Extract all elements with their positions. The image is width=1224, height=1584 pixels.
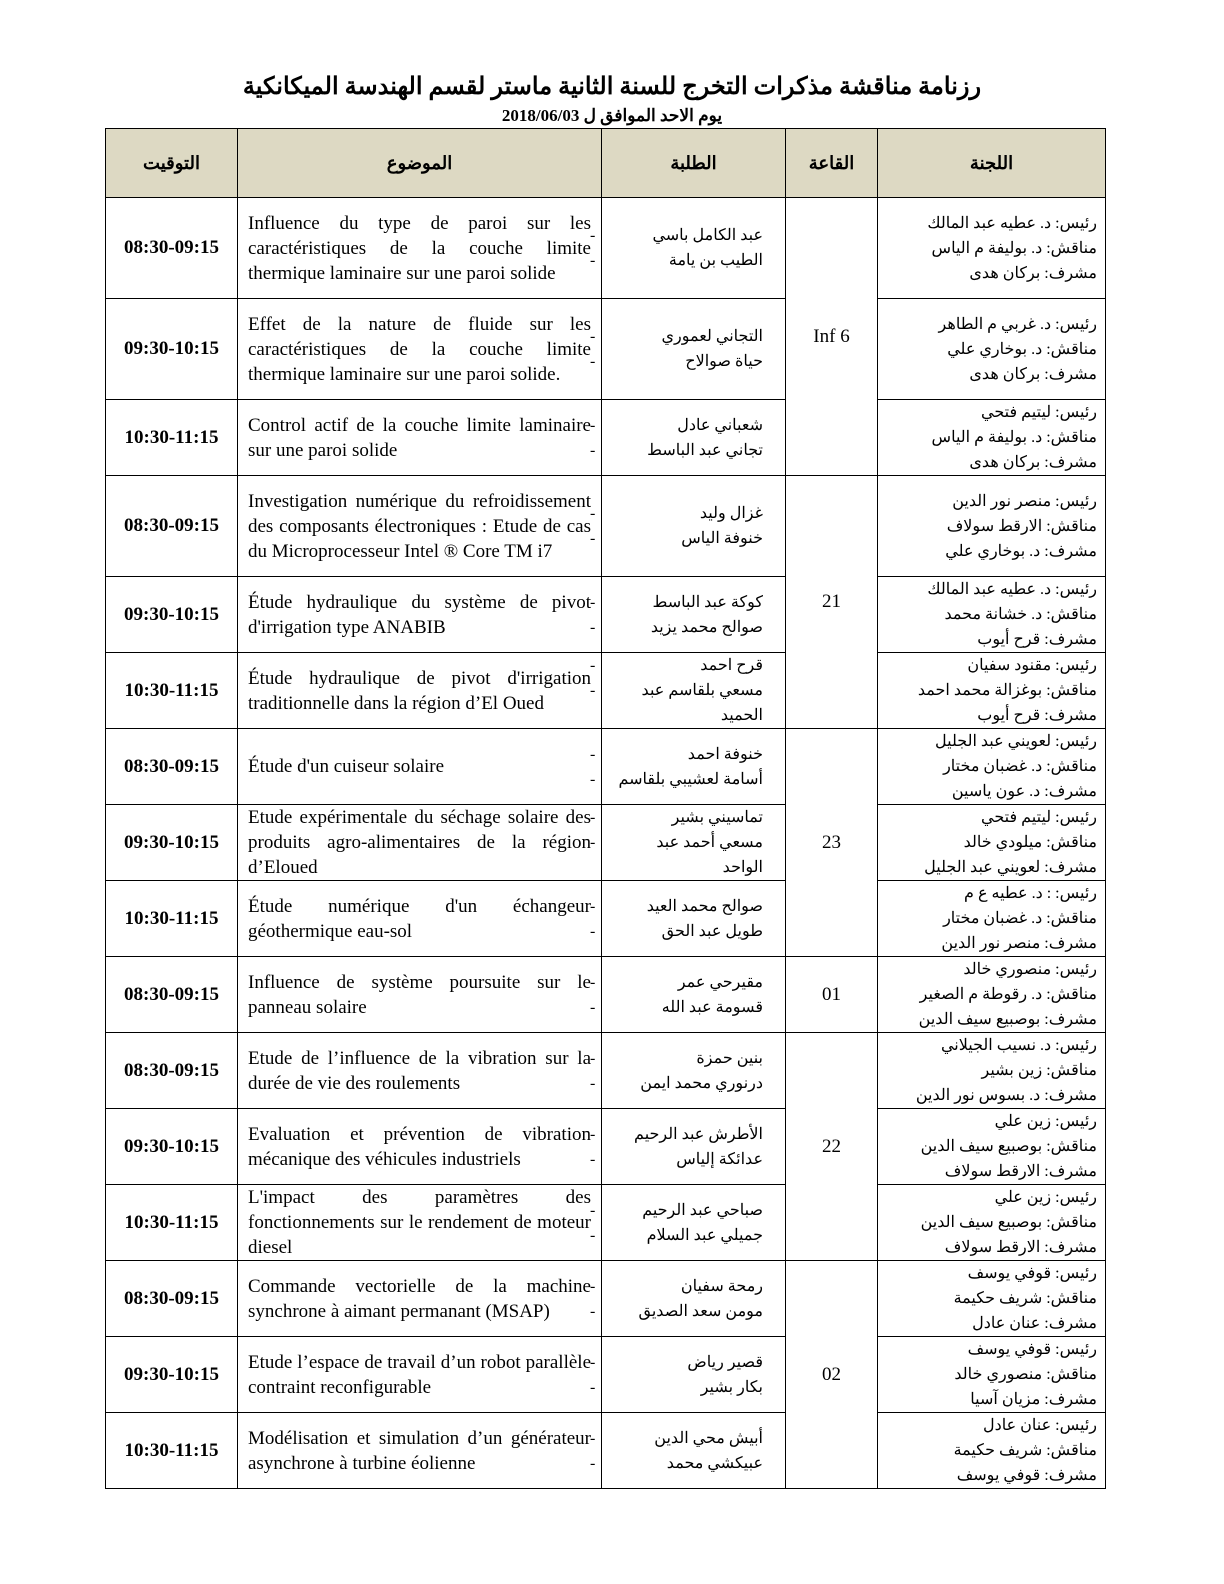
students-cell [602, 1033, 786, 1109]
committee-member: رئيس: د. غربي م الطاهر [938, 315, 1097, 333]
committee-cell [878, 805, 1106, 881]
student-name: عبيكشي محمد - [618, 1451, 777, 1476]
table-row [106, 476, 1106, 577]
students-cell [602, 805, 786, 881]
committee-member: مناقش: د. بوخاري علي [947, 340, 1097, 358]
student-name: صباحي عبد الرحيم - [618, 1198, 777, 1223]
table-row [106, 577, 1106, 653]
students-cell [602, 957, 786, 1033]
student-name: عبد الكامل باسي - [618, 223, 777, 248]
time-cell: 10:30-11:15 [106, 881, 238, 957]
subject-cell: Influence de système poursuite sur le panneau solaire [238, 957, 602, 1033]
room-cell: 21 [786, 476, 878, 729]
committee-member: رئيس: د. عطيه عبد المالك [927, 214, 1097, 232]
student-name: عدائكة إلياس - [618, 1147, 777, 1172]
header-subject: الموضوع [238, 129, 602, 198]
student-name: مقيرحي عمر - [618, 970, 777, 995]
committee-member: مشرف: قرح أيوب [977, 707, 1097, 724]
subject-cell: Étude hydraulique du système de pivot d'irrigation type ANABIB [238, 577, 602, 653]
committee-member: مناقش: منصوري خالد [954, 1366, 1097, 1383]
header-committee: اللجنة [878, 129, 1106, 198]
committee-cell [878, 1109, 1106, 1185]
committee-member: مناقش: زين بشير [981, 1062, 1097, 1079]
committee-member: مناقش: بوصبيع سيف الدين [920, 1214, 1097, 1231]
student-name: شعباني عادل - [618, 413, 777, 438]
table-row [106, 957, 1106, 1033]
committee-member: مناقش: شريف حكيمة [953, 1442, 1097, 1459]
subject-cell: Étude hydraulique de pivot d'irrigation traditionnelle dans la région d’El Oued [238, 653, 602, 729]
committee-member: رئيس: منصر نور الدين [952, 492, 1097, 510]
committee-member: رئيس: د. عطيه عبد المالك [927, 581, 1097, 598]
student-name: طويل عبد الحق - [618, 919, 777, 944]
schedule-table [105, 128, 1106, 1489]
schedule-body [106, 198, 1106, 1489]
student-name: قرح احمد - [618, 653, 777, 678]
time-cell: 08:30-09:15 [106, 476, 238, 577]
student-name: مسعي بلقاسم عبد الحميد - [618, 678, 777, 728]
committee-member: رئيس: زين علي [994, 1113, 1097, 1130]
committee-member: مشرف: منصر نور الدين [941, 935, 1097, 952]
student-name: تماسيني بشير - [618, 805, 777, 830]
committee-member: مشرف: بركان هدى [969, 264, 1097, 282]
table-row [106, 881, 1106, 957]
students-cell [602, 1413, 786, 1489]
header-room: القاعة [786, 129, 878, 198]
students-cell [602, 476, 786, 577]
student-name: قسومة عبد الله - [618, 995, 777, 1020]
subject-cell: Control actif de la couche limite laminaire sur une paroi solide [238, 400, 602, 476]
committee-cell [878, 1033, 1106, 1109]
table-row [106, 1413, 1106, 1489]
student-name: خنوفة احمد - [618, 742, 777, 767]
time-cell: 09:30-10:15 [106, 805, 238, 881]
committee-member: رئيس: منصوري خالد [963, 961, 1097, 978]
table-row [106, 1185, 1106, 1261]
table-row [106, 198, 1106, 299]
subject-cell: Commande vectorielle de la machine synchrone à aimant permanant (MSAP) [238, 1261, 602, 1337]
committee-cell [878, 198, 1106, 299]
committee-member: مشرف: د. بسوس نور الدين [915, 1087, 1097, 1104]
committee-cell [878, 1337, 1106, 1413]
committee-member: مشرف: عنان عادل [972, 1315, 1097, 1332]
committee-member: مشرف: بوصبيع سيف الدين [918, 1011, 1097, 1028]
committee-member: مشرف: الارقط سولاف [944, 1163, 1097, 1180]
subject-cell: Investigation numérique du refroidissement des composants électroniques : Etude de cas du Microprocesseur Intel ® Core TM i7 [238, 476, 602, 577]
subject-cell: Influence du type de paroi sur les caractéristiques de la couche limite thermique laminaire sur une paroi solide [238, 198, 602, 299]
committee-cell [878, 299, 1106, 400]
students-cell [602, 653, 786, 729]
subject-cell: L'impact des paramètres des fonctionnements sur le rendement de moteur diesel [238, 1185, 602, 1261]
time-cell: 08:30-09:15 [106, 729, 238, 805]
committee-member: مناقش: د. غضبان مختار [943, 910, 1097, 927]
students-cell [602, 1109, 786, 1185]
time-cell: 09:30-10:15 [106, 1109, 238, 1185]
student-name: كوكة عبد الباسط - [618, 590, 777, 615]
students-cell [602, 729, 786, 805]
committee-member: رئيس: زين علي [994, 1189, 1097, 1206]
student-name: جميلي عبد السلام - [618, 1223, 777, 1248]
table-row [106, 805, 1106, 881]
committee-member: مناقش: الارقط سولاف [946, 517, 1097, 535]
committee-member: رئيس: مقنود سفيان [967, 657, 1097, 674]
committee-cell [878, 1413, 1106, 1489]
time-cell: 09:30-10:15 [106, 1337, 238, 1413]
student-name: التجاني لعموري - [618, 324, 777, 349]
student-name: صوالح محمد العيد - [618, 894, 777, 919]
student-name: غزال وليد - [618, 501, 777, 526]
committee-member: مناقش: د. بوليفة م الياس [931, 239, 1097, 257]
committee-member: مناقش: د. رقوطة م الصغير [919, 986, 1097, 1003]
student-name: بنين حمزة - [618, 1046, 777, 1071]
time-cell: 08:30-09:15 [106, 198, 238, 299]
subject-cell: Étude numérique d'un échangeur géothermique eau-sol [238, 881, 602, 957]
committee-cell [878, 1185, 1106, 1261]
table-row [106, 1337, 1106, 1413]
students-cell [602, 881, 786, 957]
committee-member: مشرف: الارقط سولاف [944, 1239, 1097, 1256]
student-name: مومن سعد الصديق - [618, 1299, 777, 1324]
page-subtitle: يوم الاحد الموافق ل 2018/06/03 [501, 106, 723, 125]
header-row [106, 129, 1106, 198]
committee-member: مناقش: ميلودي خالد [963, 834, 1097, 851]
committee-member: رئيس: : د. عطيه ع م [964, 885, 1097, 902]
room-cell: 01 [786, 957, 878, 1033]
committee-member: مشرف: بركان هدى [969, 454, 1097, 471]
table-row [106, 653, 1106, 729]
committee-member: رئيس: قوفي يوسف [967, 1341, 1097, 1358]
subject-cell: Etude expérimentale du séchage solaire des produits agro-alimentaires de la région d’Eloued [238, 805, 602, 881]
time-cell: 10:30-11:15 [106, 1185, 238, 1261]
committee-cell [878, 653, 1106, 729]
student-name: رمحة سفيان - [618, 1274, 777, 1299]
room-cell: 02 [786, 1261, 878, 1489]
student-name: أسامة لعشيبي بلقاسم - [618, 767, 777, 792]
time-cell: 08:30-09:15 [106, 1033, 238, 1109]
committee-cell [878, 957, 1106, 1033]
committee-member: مشرف: لعويني عبد الجليل [924, 859, 1097, 876]
student-name: مسعي أحمد عبد الواحد - [618, 830, 777, 880]
committee-member: رئيس: لعويني عبد الجليل [935, 733, 1097, 750]
student-name: أبيش محي الدين - [618, 1426, 777, 1451]
subject-cell: Étude d'un cuiseur solaire [238, 729, 602, 805]
page-title: رزنامة مناقشة مذكرات التخرج للسنة الثانية ماستر لقسم الهندسة الميكانكية [242, 74, 982, 100]
committee-member: مناقش: بوغزالة محمد احمد [917, 682, 1097, 699]
students-cell [602, 198, 786, 299]
committee-member: رئيس: ليتيم فتحي [981, 809, 1097, 826]
committee-cell [878, 476, 1106, 577]
time-cell: 10:30-11:15 [106, 1413, 238, 1489]
committee-member: مشرف: قوفي يوسف [956, 1467, 1097, 1484]
student-name: قصير رياض - [618, 1350, 777, 1375]
committee-cell [878, 729, 1106, 805]
time-cell: 10:30-11:15 [106, 400, 238, 476]
committee-member: رئيس: عنان عادل [982, 1417, 1097, 1434]
committee-member: مشرف: د. بوخاري علي [945, 542, 1097, 560]
students-cell [602, 400, 786, 476]
students-cell [602, 299, 786, 400]
committee-member: رئيس: قوفي يوسف [967, 1265, 1097, 1282]
committee-member: رئيس: ليتيم فتحي [981, 404, 1097, 421]
committee-member: مشرف: بركان هدى [969, 365, 1097, 383]
subject-cell: Modélisation et simulation d’un générateur asynchrone à turbine éolienne [238, 1413, 602, 1489]
room-cell: 23 [786, 729, 878, 957]
room-cell: 22 [786, 1033, 878, 1261]
student-name: صوالح محمد يزيد - [618, 615, 777, 640]
student-name: تجاني عبد الباسط - [618, 438, 777, 463]
table-row [106, 1261, 1106, 1337]
committee-member: مناقش: بوصبيع سيف الدين [920, 1138, 1097, 1155]
student-name: درنوري محمد ايمن - [618, 1071, 777, 1096]
committee-member: مناقش: د. بوليفة م الياس [931, 429, 1097, 446]
committee-cell [878, 1261, 1106, 1337]
students-cell [602, 1261, 786, 1337]
committee-cell [878, 400, 1106, 476]
header-students: الطلبة [602, 129, 786, 198]
header-time: التوقيت [106, 129, 238, 198]
committee-member: رئيس: د. نسيب الجيلاني [940, 1037, 1097, 1054]
time-cell: 09:30-10:15 [106, 299, 238, 400]
committee-member: مشرف: قرح أيوب [977, 631, 1097, 648]
committee-member: مناقش: شريف حكيمة [953, 1290, 1097, 1307]
time-cell: 08:30-09:15 [106, 1261, 238, 1337]
student-name: بكار بشير - [618, 1375, 777, 1400]
students-cell [602, 1185, 786, 1261]
subject-cell: Etude de l’influence de la vibration sur la durée de vie des roulements [238, 1033, 602, 1109]
table-row [106, 299, 1106, 400]
subject-cell: Etude l’espace de travail d’un robot parallèle contraint reconfigurable [238, 1337, 602, 1413]
committee-cell [878, 577, 1106, 653]
student-name: الأطرش عبد الرحيم - [618, 1122, 777, 1147]
students-cell [602, 577, 786, 653]
time-cell: 09:30-10:15 [106, 577, 238, 653]
subject-cell: Effet de la nature de fluide sur les caractéristiques de la couche limite thermique laminaire sur une paroi solide. [238, 299, 602, 400]
committee-member: مشرف: مزيان آسيا [970, 1391, 1097, 1408]
committee-member: مناقش: د. غضبان مختار [943, 758, 1097, 775]
students-cell [602, 1337, 786, 1413]
subject-cell: Evaluation et prévention de vibration mécanique des véhicules industriels [238, 1109, 602, 1185]
time-cell: 08:30-09:15 [106, 957, 238, 1033]
time-cell: 10:30-11:15 [106, 653, 238, 729]
table-row [106, 729, 1106, 805]
student-name: الطيب بن يامة - [618, 248, 777, 273]
committee-member: مشرف: د. عون ياسين [951, 783, 1097, 800]
table-row [106, 1109, 1106, 1185]
table-row [106, 400, 1106, 476]
room-cell: Inf 6 [786, 198, 878, 476]
committee-member: مناقش: د. خشانة محمد [944, 606, 1097, 623]
committee-cell [878, 881, 1106, 957]
table-row [106, 1033, 1106, 1109]
student-name: حياة صوالاح - [618, 349, 777, 374]
student-name: خنوفة الياس - [618, 526, 777, 551]
